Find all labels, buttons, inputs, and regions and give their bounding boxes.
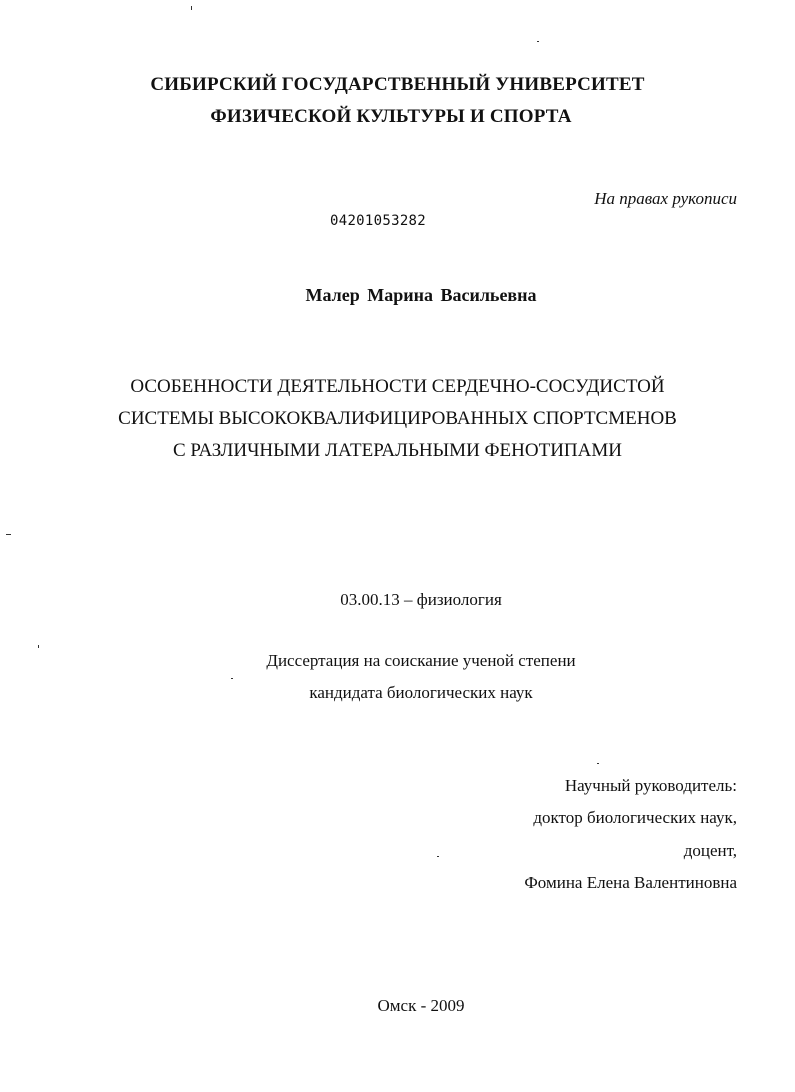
title-line1: ОСОБЕННОСТИ ДЕЯТЕЛЬНОСТИ СЕРДЕЧНО-СОСУДИСТОЙ — [130, 376, 665, 397]
scan-speck — [597, 763, 599, 764]
scan-speck — [38, 645, 39, 648]
degree-line2: кандидата биологических наук — [309, 683, 533, 702]
scan-speck — [437, 856, 439, 857]
supervisor-degree: доктор биологических наук, — [533, 808, 737, 827]
supervisor-name: Фомина Елена Валентиновна — [524, 873, 737, 892]
supervisor-label: Научный руководитель: — [564, 776, 737, 795]
scan-speck — [231, 678, 233, 679]
scan-speck — [191, 6, 192, 10]
author-name: Малер Марина Васильевна — [305, 285, 537, 305]
city-year: Омск - 2009 — [377, 996, 465, 1015]
supervisor-rank: доцент, — [683, 841, 737, 860]
university-name-line1: СИБИРСКИЙ ГОСУДАРСТВЕННЫЙ УНИВЕРСИТЕТ — [150, 74, 645, 95]
specialty-code: 03.00.13 – физиология — [340, 590, 502, 609]
scan-speck — [6, 534, 11, 535]
manuscript-note: На правах рукописи — [594, 189, 737, 208]
catalog-code: 04201053282 — [330, 213, 427, 229]
title-line3: С РАЗЛИЧНЫМИ ЛАТЕРАЛЬНЫМИ ФЕНОТИПАМИ — [172, 440, 622, 461]
title-line2: СИСТЕМЫ ВЫСОКОКВАЛИФИЦИРОВАННЫХ СПОРТСМЕНОВ — [118, 408, 677, 429]
scan-speck — [537, 41, 539, 42]
degree-line1: Диссертация на соискание ученой степени — [266, 651, 576, 670]
university-name-line2: ФИЗИЧЕСКОЙ КУЛЬТУРЫ И СПОРТА — [210, 106, 572, 127]
